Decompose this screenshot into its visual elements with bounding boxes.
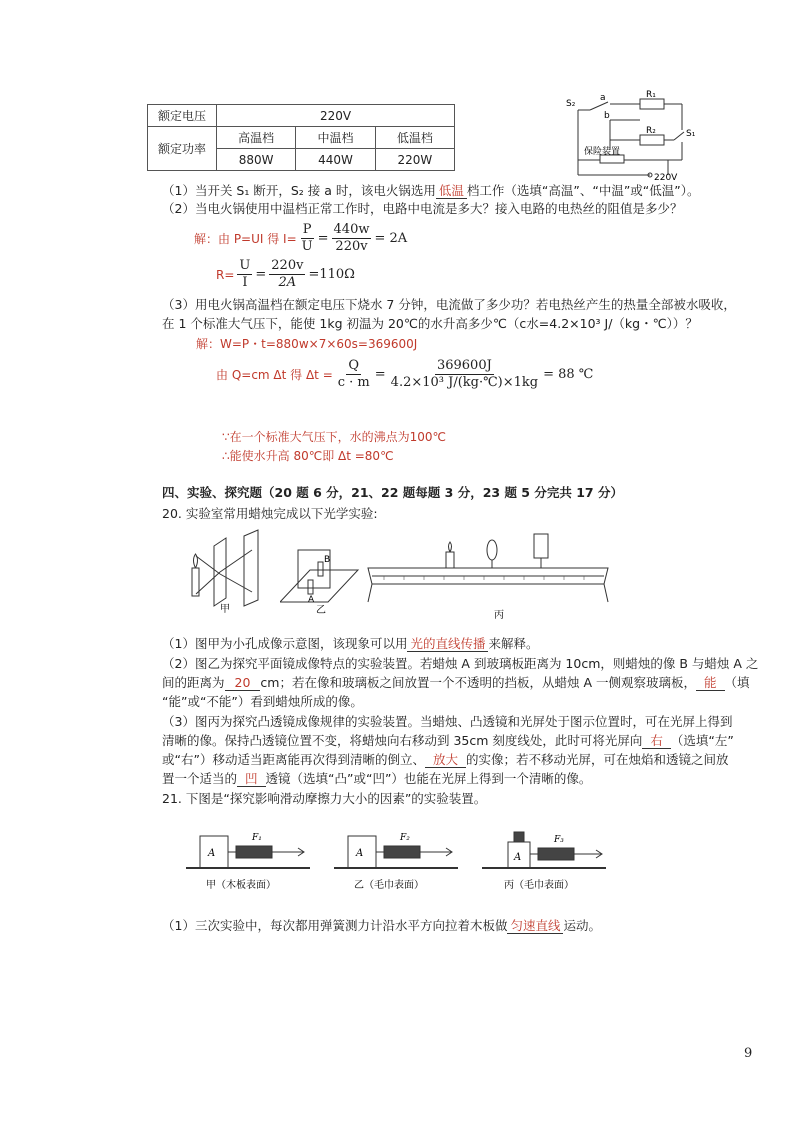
caption-jia: 甲（木板表面） bbox=[206, 880, 276, 891]
solution-3-work: 解：W=P・t=880w×7×60s=369600J bbox=[196, 337, 418, 351]
spec-table bbox=[147, 104, 455, 171]
figure-label-yi: 乙 bbox=[316, 605, 326, 615]
circuit-r2: R₂ bbox=[646, 126, 656, 136]
value-low: 220W bbox=[375, 149, 454, 171]
circuit-s1: S₁ bbox=[686, 129, 696, 139]
circuit-voltage: 220V bbox=[654, 173, 678, 183]
question-20-part-3-line-3: 或“右”）移动适当距离能再次得到清晰的倒立、 放大 的实像；若不移动光屏，可在烛焰和透镜之间放 bbox=[162, 752, 729, 767]
force-f1: F₁ bbox=[252, 833, 262, 843]
question-21-part-1: （1）三次实验中，每次都用弹簧测力计沿水平方向拉着木板做 匀速直线 运动。 bbox=[162, 918, 601, 933]
circuit-s2: S₂ bbox=[566, 99, 576, 109]
solution-2-line-2: R= $\frac{U}{I}$ = $\frac{220v}{2A}$ =110Ω bbox=[216, 258, 355, 290]
figure-friction-bing bbox=[482, 822, 607, 894]
caption-yi: 乙（毛巾表面） bbox=[354, 880, 424, 891]
question-20-part-2-line-2: 间的距离为 20 cm；若在像和玻璃板之间放置一个不透明的挡板，从蜡烛 A 一侧观察玻璃板， 能 （填 bbox=[162, 675, 750, 690]
block-a-bing: A bbox=[514, 852, 522, 863]
value-mid: 440W bbox=[296, 149, 375, 171]
header-high: 高温档 bbox=[217, 127, 296, 149]
rated-voltage-label: 额定电压 bbox=[148, 105, 217, 127]
force-f2: F₂ bbox=[400, 833, 410, 843]
figure-label-bing: 丙 bbox=[494, 610, 504, 621]
answer-21-1: 匀速直线 bbox=[507, 918, 563, 934]
question-20-part-3-line-4: 置一个适当的 凹 透镜（选填“凸”或“凹”）也能在光屏上得到一个清晰的像。 bbox=[162, 771, 592, 786]
question-20-part-3-line-2: 清晰的像。保持凸透镜位置不变，将蜡烛向右移动到 35cm 刻度线处，此时可将光屏向 右 （选填“左” bbox=[162, 733, 734, 748]
solution-3-therefore: ∴能使水升高 80℃即 Δt =80℃ bbox=[222, 449, 394, 463]
header-low: 低温档 bbox=[375, 127, 454, 149]
circuit-a: a bbox=[600, 93, 606, 103]
caption-bing: 丙（毛巾表面） bbox=[504, 880, 574, 891]
figure-label-jia: 甲 bbox=[220, 604, 230, 613]
circuit-diagram bbox=[560, 90, 700, 188]
answer-20-1: 光的直线传播 bbox=[407, 636, 488, 652]
circuit-fuse: 保险装置 bbox=[584, 147, 621, 157]
rated-power-label: 额定功率 bbox=[148, 127, 217, 171]
solution-3-because: ∵在一个标准大气压下，水的沸点为100℃ bbox=[222, 430, 447, 444]
answer-1: 低温 bbox=[436, 183, 467, 199]
block-a-jia: A bbox=[208, 848, 216, 859]
question-21-title: 21. 下图是“探究影响滑动摩擦力大小的因素”的实验装置。 bbox=[162, 791, 487, 806]
figure-friction-yi bbox=[334, 822, 459, 894]
solution-3-delta-t: 由 Q=cm Δt 得 Δt = $\frac{Q}{c \cdot m}$ = $\frac{369600J}{\text{4.2×10³ J/(kg·℃)×1kg}}$ = 88 ℃ bbox=[216, 358, 594, 390]
question-20-part-2-line-1: （2）图乙为探究平面镜成像特点的实验装置。若蜡烛 A 到玻璃板距离为 10cm，则蜡烛的像 B 与蜡烛 A 之 bbox=[162, 656, 759, 671]
block-a-yi: A bbox=[356, 848, 364, 859]
question-20-title: 20. 实验室常用蜡烛完成以下光学实验: bbox=[162, 506, 378, 521]
header-mid: 中温档 bbox=[296, 127, 375, 149]
figure-friction-jia bbox=[186, 822, 311, 894]
figure-label-a: A bbox=[308, 595, 315, 605]
answer-20-3b: 放大 bbox=[425, 752, 466, 768]
question-2: （2）当电火锅使用中温档正常工作时，电路中电流是多大？接入电路的电热丝的阻值是多少？ bbox=[162, 201, 683, 216]
answer-20-2b: 能 bbox=[696, 675, 725, 691]
question-20-part-2-line-3: “能”或“不能”）看到蜡烛所成的像。 bbox=[162, 694, 363, 709]
question-20-part-3-line-1: （3）图丙为探究凸透镜成像规律的实验装置。当蜡烛、凸透镜和光屏处于图示位置时，可在光屏上得到 bbox=[162, 714, 733, 729]
question-3-line-2: 在 1 个标准大气压下，能使 1kg 初温为 20℃的水升高多少℃（c水=4.2×10³ J/（kg・℃））？ bbox=[162, 316, 698, 331]
question-20-part-1: （1）图甲为小孔成像示意图，该现象可以用 光的直线传播 来解释。 bbox=[162, 636, 539, 651]
figure-pinhole bbox=[178, 528, 273, 613]
value-high: 880W bbox=[217, 149, 296, 171]
answer-20-3c: 凹 bbox=[237, 771, 266, 787]
figure-label-b: B bbox=[324, 555, 331, 565]
force-f3: F₃ bbox=[554, 835, 564, 845]
circuit-r1: R₁ bbox=[646, 90, 656, 100]
page-number: 9 bbox=[744, 1046, 753, 1061]
circuit-b: b bbox=[604, 111, 610, 121]
figure-plane-mirror bbox=[280, 540, 360, 615]
answer-20-3a: 右 bbox=[642, 733, 671, 749]
answer-20-2a: 20 bbox=[225, 675, 261, 691]
question-3-line-1: （3）用电火锅高温档在额定电压下烧水 7 分钟，电流做了多少功？若电热丝产生的热量全部被水吸收， bbox=[162, 297, 736, 312]
section-4-heading: 四、实验、探究题（20 题 6 分，21、22 题每题 3 分，23 题 5 分完共 17 分） bbox=[162, 485, 623, 500]
figure-optical-bench bbox=[364, 532, 614, 622]
question-1: （1）当开关 S₁ 断开，S₂ 接 a 时，该电火锅选用 低温 档工作（选填“高温”、“中温”或“低温”）。 bbox=[162, 183, 700, 198]
solution-2-line-1: 解：由 P=UI 得 I= $\frac{P}{U}$ = $\frac{440w}{220v}$ = 2A bbox=[194, 222, 408, 254]
rated-voltage-value: 220V bbox=[217, 105, 455, 127]
